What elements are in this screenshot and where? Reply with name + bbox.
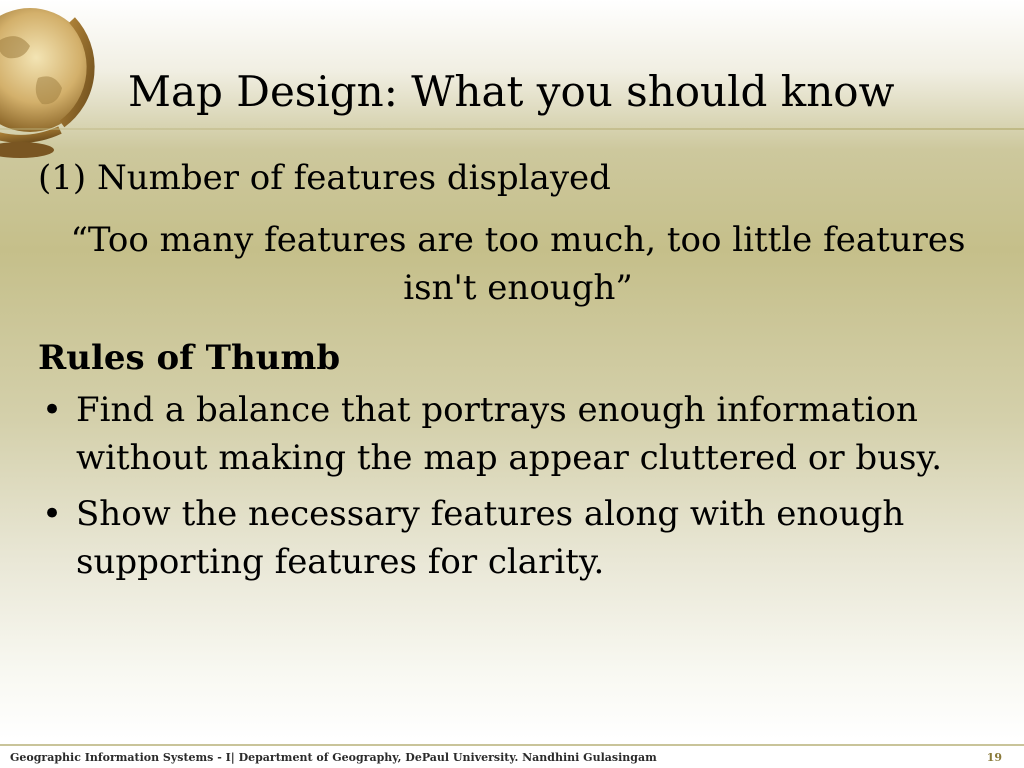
footer-divider <box>0 744 1024 746</box>
footer-text: Geographic Information Systems - I| Department of Geography, DePaul University. Nandhini Gulasingam <box>10 751 657 764</box>
bullet-item <box>38 386 998 482</box>
globe-icon <box>0 0 100 170</box>
bullet-item <box>38 490 998 586</box>
bullet-marker: • <box>42 494 63 534</box>
quote-text: “Too many features are too much, too little features isn't enough” <box>70 220 966 308</box>
bullet-marker: • <box>42 390 63 430</box>
title-divider <box>0 128 1024 130</box>
bullet-text: Show the necessary features along with enough supporting features for clarity. <box>76 494 905 582</box>
bullet-text: Find a balance that portrays enough information without making the map appear cluttered or busy. <box>76 390 943 478</box>
slide-title: Map Design: What you should know <box>128 67 895 116</box>
rules-heading: Rules of Thumb <box>38 338 341 378</box>
slide-content <box>38 154 998 594</box>
bullet-list <box>38 386 998 586</box>
page-number: 19 <box>986 751 1002 764</box>
section-subheading: (1) Number of features displayed <box>38 158 611 198</box>
